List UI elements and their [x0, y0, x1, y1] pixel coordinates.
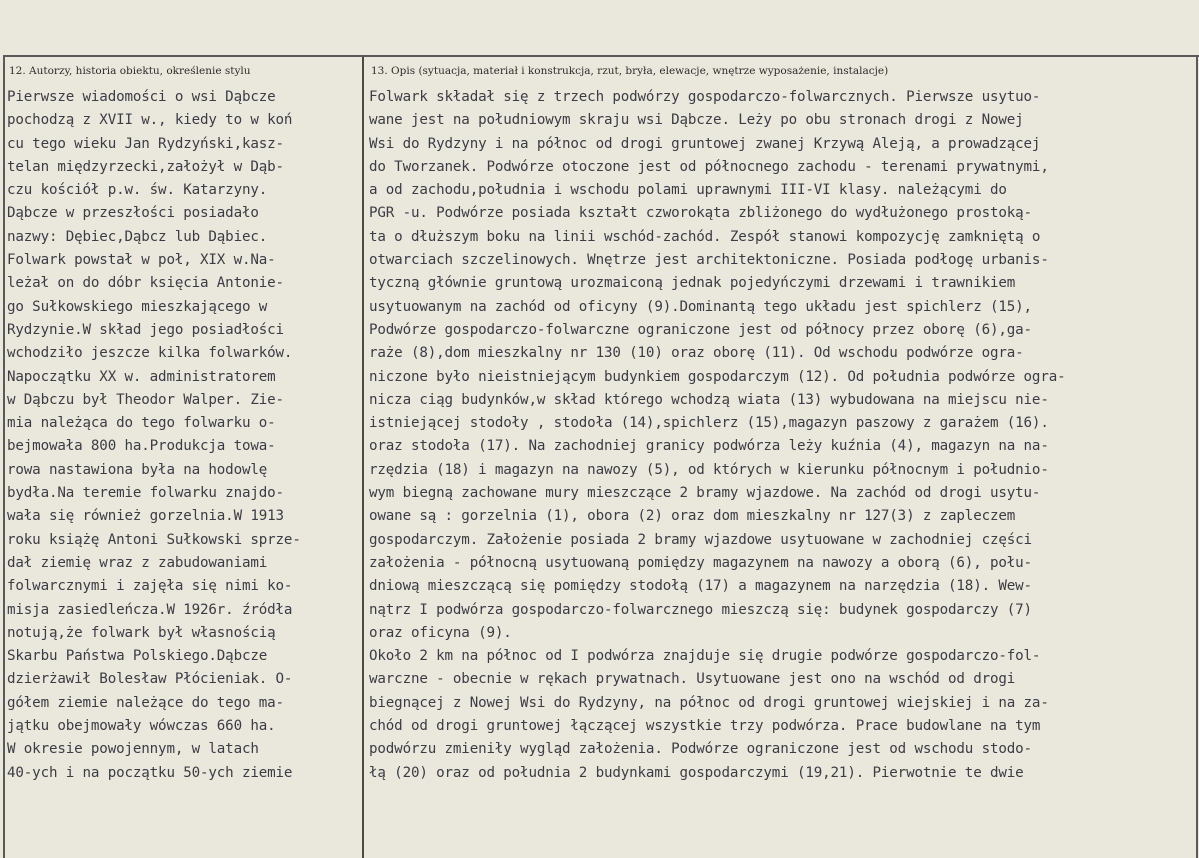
- history-text-line: mia należąca do tego folwarku o-: [7, 415, 276, 432]
- history-text-line: dał ziemię wraz z zabudowaniami: [7, 554, 268, 571]
- section-12-heading: 12. Autorzy, historia obiektu, określenie stylu: [9, 65, 251, 77]
- history-text-line: dzierżawił Bolesław Płócieniak. O-: [7, 671, 293, 688]
- description-text-line: owane są : gorzelnia (1), obora (2) oraz dom mieszkalny nr 127(3) z zapleczem: [369, 508, 1016, 525]
- description-text-line: nątrz I podwórza gospodarczo-folwarcznego mieszczą się: budynek gospodarczy (7): [369, 601, 1032, 618]
- history-text-line: gółem ziemie należące do tego ma-: [7, 694, 284, 711]
- description-text-line: rzędzia (18) i magazyn na nawozy (5), od których w kierunku północnym i południo-: [369, 461, 1049, 478]
- history-text-line: misja zasiedleńcza.W 1926r. źródła: [7, 601, 293, 618]
- description-text-line: do Tworzanek. Podwórze otoczone jest od północnego zachodu - terenami prywatnymi,: [369, 158, 1049, 175]
- history-text-line: bydła.Na teremie folwarku znajdo-: [7, 485, 284, 502]
- description-text-line: łą (20) oraz od południa 2 budynkami gospodarczymi (19,21). Pierwotnie te dwie: [369, 764, 1024, 781]
- history-text-line: Dąbcze w przeszłości posiadało: [7, 205, 259, 222]
- description-text-line: biegnącej z Nowej Wsi do Rydzyny, na północ od drogi gruntowej wiejskiej i na za-: [369, 694, 1049, 711]
- description-text-line: PGR -u. Podwórze posiada kształt czworokąta zbliżonego do wydłużonego prostoką-: [369, 205, 1032, 222]
- description-text-line: założenia - północną usytuowaną pomiędzy magazynem na nawozy a oborą (6), połu-: [369, 554, 1032, 571]
- description-text-line: istniejącej stodoły , stodoła (14),spichlerz (15),magazyn paszowy z garażem (16).: [369, 415, 1049, 432]
- history-text-line: folwarcznymi i zajęła się nimi ko-: [7, 578, 293, 595]
- description-text-line: wym biegną zachowane mury mieszczące 2 bramy wjazdowe. Na zachód od drogi usytu-: [369, 485, 1041, 502]
- description-text-line: niczone było nieistniejącym budynkiem gospodarczym (12). Od południa podwórze ogra-: [369, 368, 1066, 385]
- history-text-line: go Sułkowskiego mieszkającego w: [7, 298, 268, 315]
- history-text-line: 40-ych i na początku 50-ych ziemie: [7, 764, 293, 781]
- history-text-line: nazwy: Dębiec,Dąbcz lub Dąbiec.: [7, 228, 268, 245]
- history-text-line: rowa nastawiona była na hodowlę: [7, 461, 268, 478]
- description-text-line: warczne - obecnie w rękach prywatnach. Usytuowane jest ono na wschód od drogi: [369, 671, 1016, 688]
- history-text-line: notują,że folwark był własnością: [7, 624, 276, 641]
- history-text-line: Rydzynie.W skład jego posiadłości: [7, 321, 284, 338]
- history-text-line: Skarbu Państwa Polskiego.Dąbcze: [7, 648, 268, 665]
- description-text-line: dniową mieszczącą się pomiędzy stodołą (17) a magazynem na narzędzia (18). Wew-: [369, 578, 1032, 595]
- frame-top-border: [3, 55, 1199, 57]
- history-text-line: czu kościół p.w. św. Katarzyny.: [7, 182, 268, 199]
- description-text-line: gospodarczym. Założenie posiada 2 bramy wjazdowe usytuowane w zachodniej części: [369, 531, 1032, 548]
- description-text-line: wane jest na południowym skraju wsi Dąbcze. Leży po obu stronach drogi z Nowej: [369, 112, 1024, 129]
- history-text-line: wchodziło jeszcze kilka folwarków.: [7, 345, 293, 362]
- description-text-line: tyczną głównie gruntową urozmaiconą jednak pojedyńczymi drzewami i trawnikiem: [369, 275, 1016, 292]
- frame-right-border: [1196, 55, 1198, 858]
- history-text-line: roku książę Antoni Sułkowski sprze-: [7, 531, 301, 548]
- description-text-line: Podwórze gospodarczo-folwarczne ograniczone jest od północy przez oborę (6),ga-: [369, 321, 1032, 338]
- description-text-line: podwórzu zmieniły wygląd założenia. Podwórze ograniczone jest od wschodu stodo-: [369, 741, 1032, 758]
- description-text-line: otwarciach szczelinowych. Wnętrze jest architektoniczne. Posiada podłogę urbanis-: [369, 252, 1049, 269]
- history-text-line: W okresie powojennym, w latach: [7, 741, 259, 758]
- history-text-line: Pierwsze wiadomości o wsi Dąbcze: [7, 89, 276, 105]
- description-text-line: raże (8),dom mieszkalny nr 130 (10) oraz oborę (11). Od wschodu podwórze ogra-: [369, 345, 1024, 362]
- history-text-line: jątku obejmowały wówczas 660 ha.: [7, 718, 276, 735]
- description-text-line: oraz stodoła (17). Na zachodniej granicy podwórza leży kuźnia (4), magazyn na na-: [369, 438, 1049, 455]
- section-13-heading: 13. Opis (sytuacja, materiał i konstrukcja, rzut, bryła, elewacje, wnętrze wyposażenie, instalacje): [371, 65, 889, 77]
- description-text-line: usytuowanym na zachód od oficyny (9).Dominantą tego układu jest spichlerz (15),: [369, 298, 1032, 315]
- history-text-line: wała się również gorzelnia.W 1913: [7, 508, 284, 525]
- description-text-line: oraz oficyna (9).: [369, 624, 512, 641]
- history-text-line: cu tego wieku Jan Rydzyński,kasz-: [7, 135, 284, 152]
- description-text-line: chód od drogi gruntowej łączącej wszystkie trzy podwórza. Prace budowlane na tym: [369, 718, 1041, 735]
- history-text-line: bejmowała 800 ha.Produkcja towa-: [7, 438, 276, 455]
- description-text-line: Folwark składał się z trzech podwórzy gospodarczo-folwarcznych. Pierwsze usytuo-: [369, 89, 1041, 105]
- description-text-line: Wsi do Rydzyny i na północ od drogi gruntowej zwanej Krzywą Aleją, a prowadzącej: [369, 135, 1041, 152]
- history-text-line: Napoczątku XX w. administratorem: [7, 368, 276, 385]
- frame-left-border: [3, 55, 5, 858]
- description-text-column: [369, 86, 1195, 785]
- history-text-line: telan międzyrzecki,założył w Dąb-: [7, 158, 284, 175]
- history-text-column: [7, 86, 359, 785]
- description-text-line: a od zachodu,południa i wschodu polami uprawnymi III-VI klasy. należącymi do: [369, 182, 1007, 199]
- column-divider: [362, 57, 364, 858]
- description-text-line: nicza ciąg budynków,w skład którego wchodzą wiata (13) wybudowana na miejscu nie-: [369, 391, 1049, 408]
- history-text-line: Folwark powstał w poł, XIX w.Na-: [7, 252, 276, 269]
- history-text-line: leżał on do dóbr księcia Antonie-: [7, 275, 284, 292]
- history-text-line: pochodzą z XVII w., kiedy to w koń: [7, 112, 293, 129]
- description-text-line: Około 2 km na północ od I podwórza znajduje się drugie podwórze gospodarczo-fol-: [369, 648, 1041, 665]
- description-text-line: ta o dłuższym boku na linii wschód-zachód. Zespół stanowi kompozycję zamkniętą o: [369, 228, 1041, 245]
- history-text-line: w Dąbczu był Theodor Walper. Zie-: [7, 391, 284, 408]
